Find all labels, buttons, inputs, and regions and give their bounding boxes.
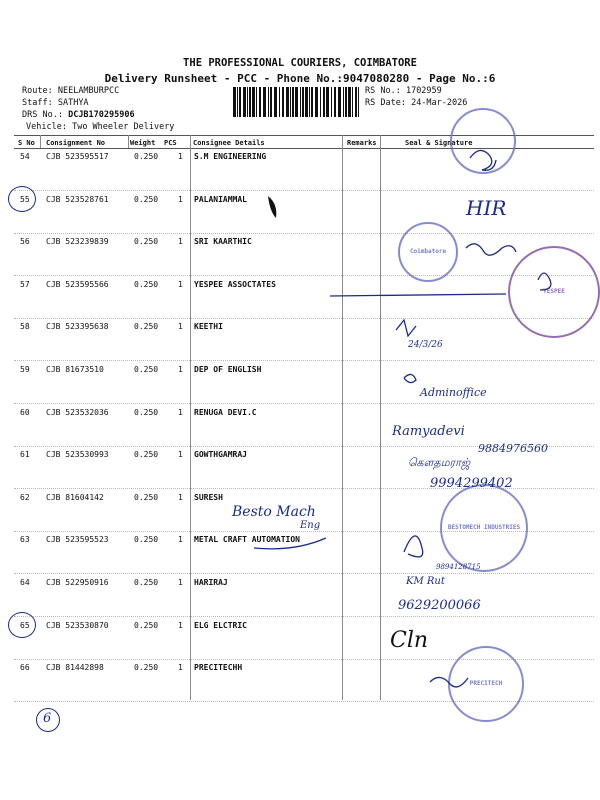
page-mark: 6 [43, 711, 52, 726]
rs-no-label: RS No.: [365, 86, 401, 96]
hw-phone4: 9629200066 [398, 598, 481, 613]
row-weight: 0.250 [134, 195, 159, 204]
row-consignment: CJB 523532036 [46, 408, 109, 417]
col-pcs: PCS [164, 139, 177, 147]
row-consignment: CJB 523595566 [46, 280, 109, 289]
row-consignee: RENUGA DEVI.C [194, 408, 257, 417]
row-consignment: CJB 523595523 [46, 535, 109, 544]
row-consignee: S.M ENGINEERING [194, 152, 267, 161]
col-remarks: Remarks [347, 139, 377, 147]
row-weight: 0.250 [134, 152, 159, 161]
route-value: NEELAMBURPCC [57, 86, 120, 96]
row-consignee: DEP OF ENGLISH [194, 365, 262, 374]
row-pcs: 1 [178, 578, 183, 587]
rs-date-value: 24-Mar-2026 [411, 98, 468, 108]
hw-cln: Cln [390, 628, 429, 653]
row-pcs: 1 [178, 237, 183, 246]
row-pcs: 1 [178, 365, 183, 374]
col-consignment: Consignment No [46, 139, 106, 147]
row-sno: 59 [20, 365, 30, 374]
row-sno: 64 [20, 578, 30, 587]
row-sno: 56 [20, 237, 30, 246]
row-pcs: 1 [178, 493, 183, 502]
hw-phone3: 9894128715 [436, 563, 481, 571]
row-pcs: 1 [178, 152, 183, 161]
row-pcs: 1 [178, 450, 183, 459]
row-consignee: YESPEE ASSOCTATES [194, 280, 276, 289]
col-signature: Seal & Signature [405, 139, 473, 147]
route-label: Route: [22, 86, 53, 96]
hw-ramya: Ramyadevi [392, 424, 465, 439]
hw-phone1: 9884976560 [478, 442, 548, 455]
row-sno: 54 [20, 152, 30, 161]
row-pcs: 1 [178, 535, 183, 544]
company-title: THE PROFESSIONAL COURIERS, COIMBATORE [183, 57, 417, 69]
yespee-stamp: YESPEE [508, 246, 600, 338]
row-consignee: SURESH [194, 493, 223, 502]
coimbatore-stamp: Coimbatore [398, 222, 458, 282]
vehicle-value: Two Wheeler Delivery [72, 122, 175, 132]
row-sno: 66 [20, 663, 30, 672]
col-sno: S No [18, 139, 35, 147]
row-consignment: CJB 522950916 [46, 578, 109, 587]
row-weight: 0.250 [134, 663, 159, 672]
row-sno: 55 [20, 195, 30, 204]
hw-kmrut: KM Rut [406, 576, 445, 587]
hw-date: 24/3/26 [408, 340, 443, 350]
rs-date-label: RS Date: [365, 98, 406, 108]
row-sno: 61 [20, 450, 30, 459]
row-weight: 0.250 [134, 535, 159, 544]
row-consignment: CJB 523595517 [46, 152, 109, 161]
bestomech-stamp: BESTOMECH INDUSTRIES [440, 484, 528, 572]
hw-admin: Adminoffice [420, 386, 487, 399]
hw-hir: HIR [466, 196, 507, 220]
row-consignee: ELG ELCTRIC [194, 621, 247, 630]
row-sno: 60 [20, 408, 30, 417]
row-sno: 65 [20, 621, 30, 630]
precitech-stamp: PRECITECH [448, 646, 524, 722]
row-consignment: CJB 81673510 [46, 365, 104, 374]
row-consignee: KEETHI [194, 322, 223, 331]
row-weight: 0.250 [134, 578, 159, 587]
row-consignment: CJB 523239839 [46, 237, 109, 246]
row-pcs: 1 [178, 663, 183, 672]
hw-besto: Besto Mach [232, 504, 316, 520]
row-weight: 0.250 [134, 237, 159, 246]
row-weight: 0.250 [134, 408, 159, 417]
staff-label: Staff: [22, 98, 53, 108]
row-consignment: CJB 523528761 [46, 195, 109, 204]
row-consignment: CJB 81442898 [46, 663, 104, 672]
row-pcs: 1 [178, 408, 183, 417]
row-consignment: CJB 523530993 [46, 450, 109, 459]
row-weight: 0.250 [134, 450, 159, 459]
staff-value: SATHYA [57, 98, 89, 108]
row-consignment: CJB 523530870 [46, 621, 109, 630]
row-weight: 0.250 [134, 493, 159, 502]
runsheet-subtitle: Delivery Runsheet - PCC - Phone No.:9047080280 - Page No.:6 [104, 72, 496, 85]
row-consignment: CJB 523395638 [46, 322, 109, 331]
row-consignee: METAL CRAFT AUTOMATION [194, 535, 300, 544]
row-sno: 63 [20, 535, 30, 544]
col-consignee: Consignee Details [193, 139, 265, 147]
row-pcs: 1 [178, 621, 183, 630]
row-sno: 57 [20, 280, 30, 289]
hw-phone2: 9994299402 [430, 476, 513, 491]
hw-tamil: கௌதமராஜ் [408, 456, 471, 469]
row-consignee: PALANIAMMAL [194, 195, 247, 204]
col-weight: Weight [130, 139, 156, 147]
row-consignee: PRECITECHH [194, 663, 243, 672]
hw-eng: Eng [300, 520, 321, 531]
drs-value: DCJB170295906 [68, 110, 135, 120]
row-consignee: SRI KAARTHIC [194, 237, 252, 246]
row-weight: 0.250 [134, 365, 159, 374]
vehicle-label: Vehicle: [26, 122, 67, 132]
row-consignment: CJB 81604142 [46, 493, 104, 502]
rs-no-value: 1702959 [405, 86, 442, 96]
row-sno: 58 [20, 322, 30, 331]
row-pcs: 1 [178, 280, 183, 289]
row-consignee: HARIRAJ [194, 578, 228, 587]
row-pcs: 1 [178, 322, 183, 331]
row-weight: 0.250 [134, 280, 159, 289]
drs-label: DRS No.: [22, 110, 63, 120]
row-weight: 0.250 [134, 621, 159, 630]
row-pcs: 1 [178, 195, 183, 204]
row-consignee: GOWTHGAMRAJ [194, 450, 247, 459]
row-sno: 62 [20, 493, 30, 502]
row-weight: 0.250 [134, 322, 159, 331]
